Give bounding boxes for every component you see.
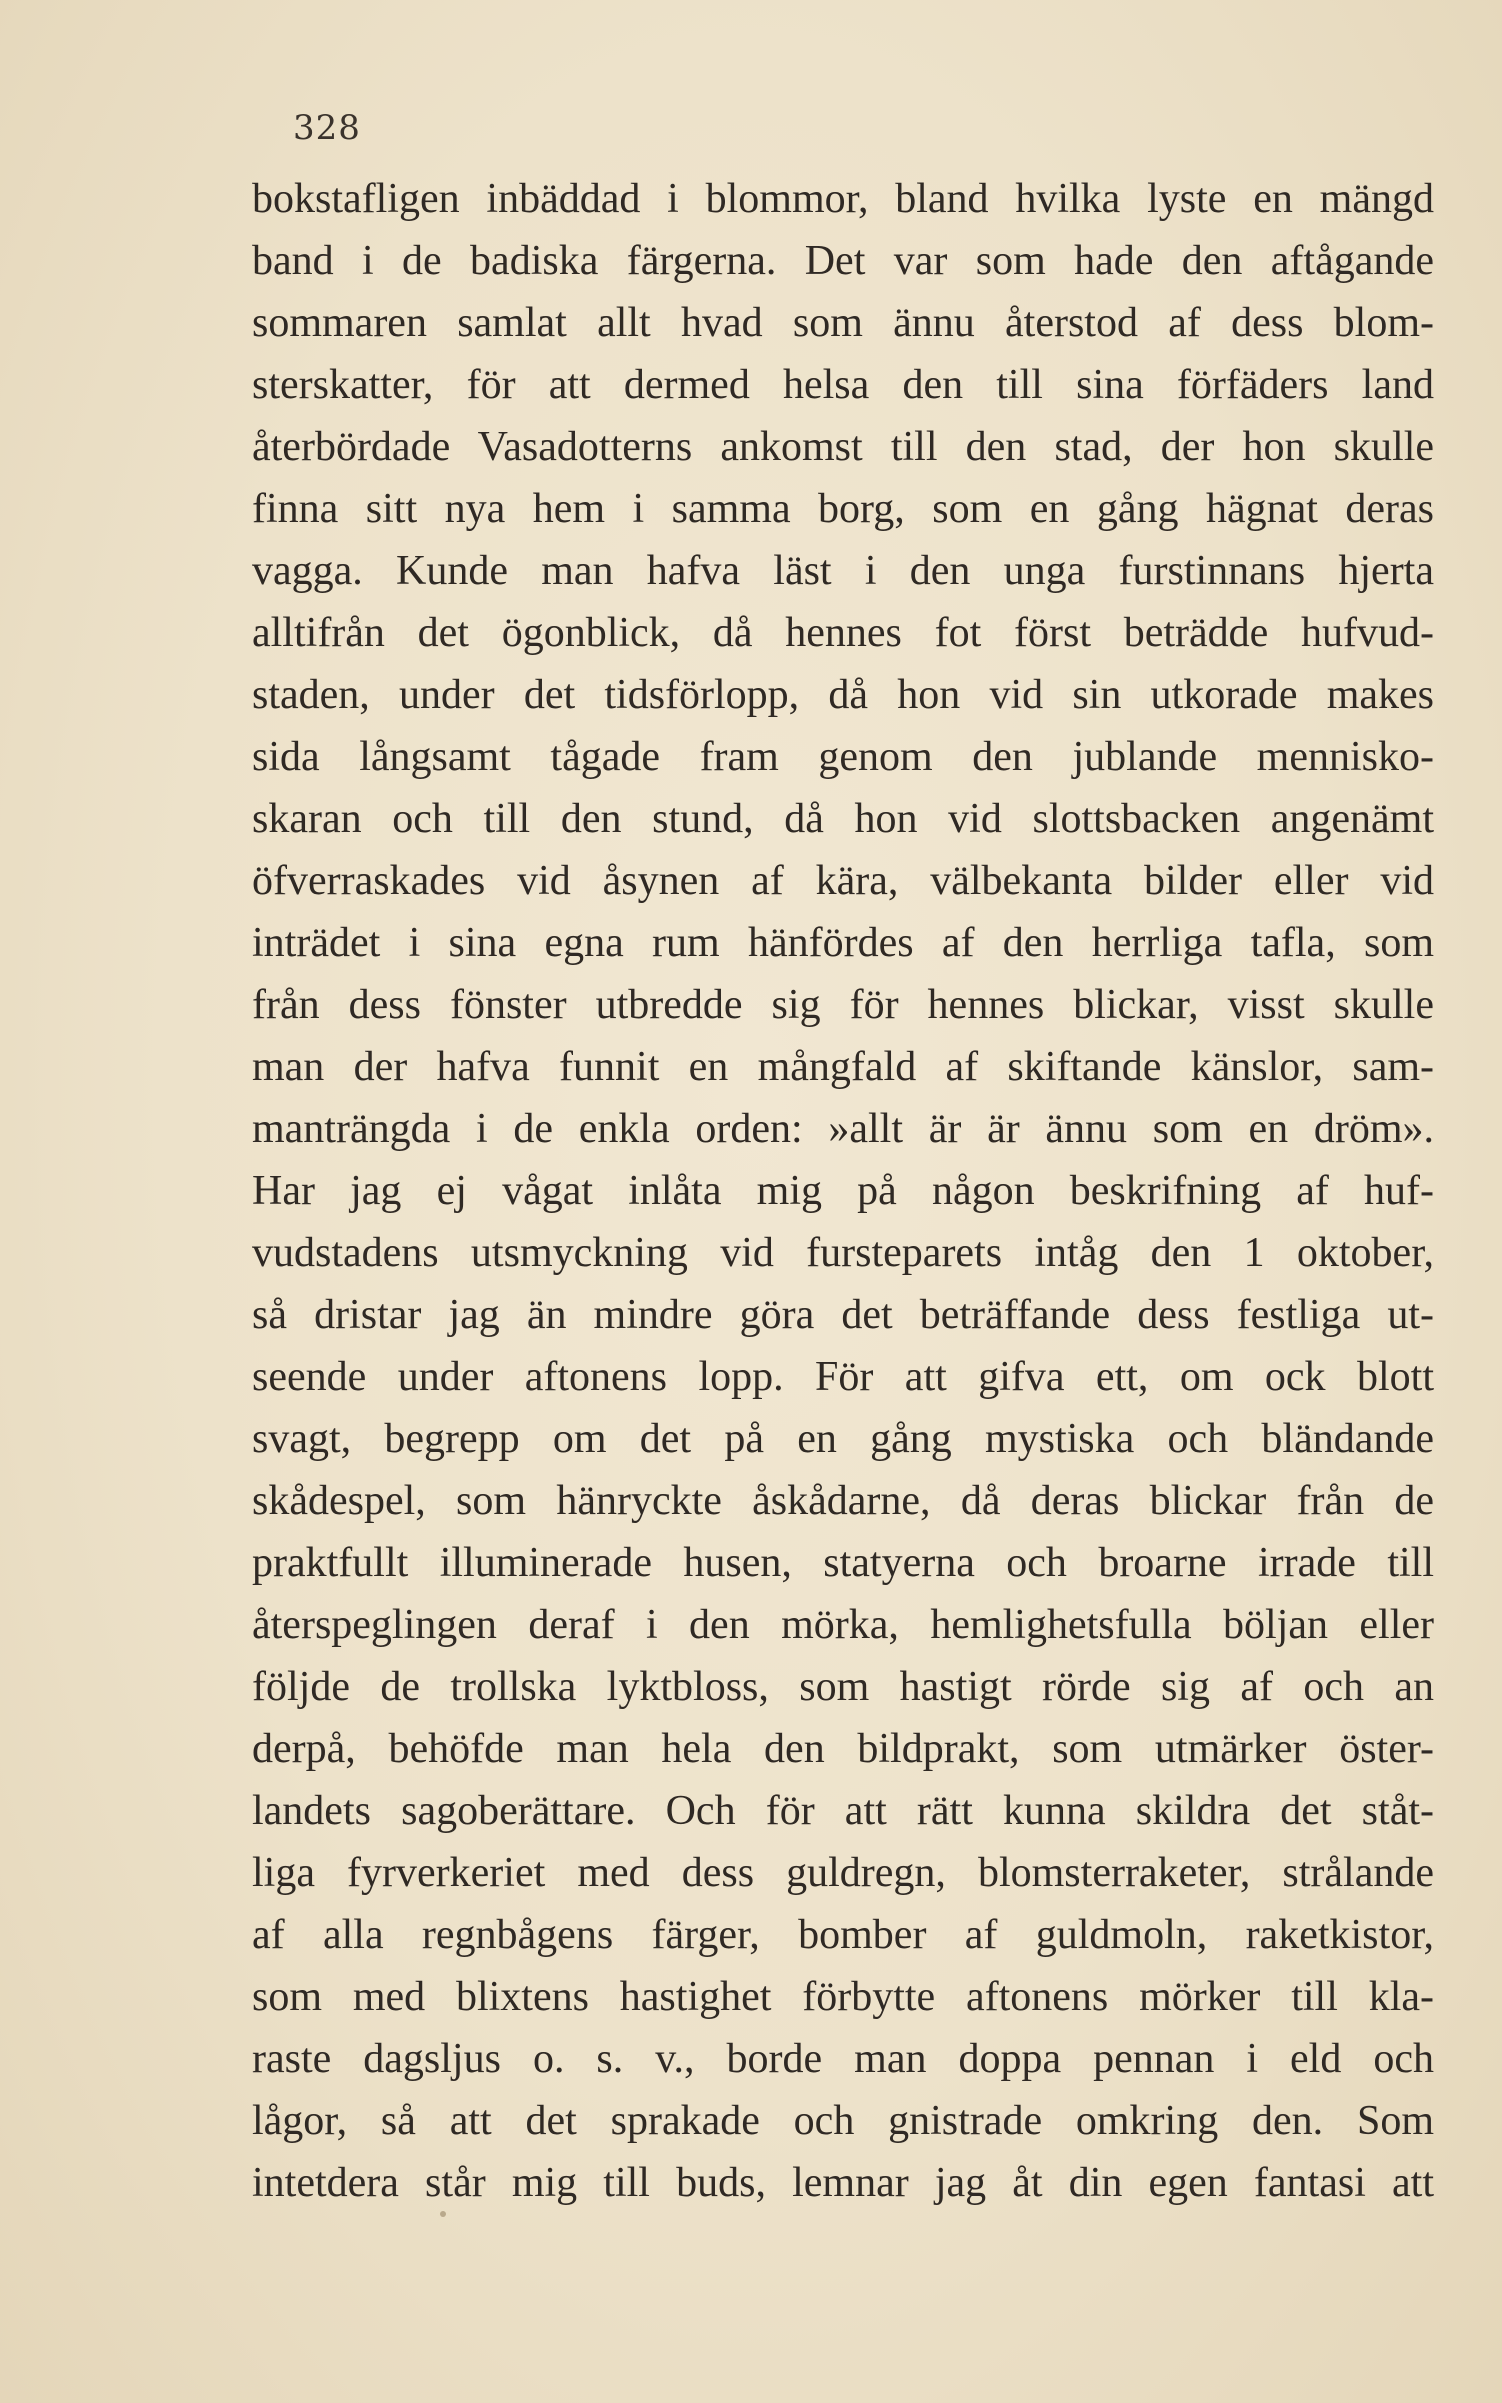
text-line: finna sitt nya hem i samma borg, som en gång hägnat deras [252, 486, 1434, 532]
text-line: raste dagsljus o. s. v., borde man doppa pennan i eld och [252, 2036, 1434, 2082]
text-line: af alla regnbågens färger, bomber af guldmoln, raketkistor, [252, 1912, 1434, 1958]
text-line: skaran och till den stund, då hon vid slottsbacken angenämt [252, 796, 1434, 842]
text-line: landets sagoberättare. Och för att rätt kunna skildra det ståt- [252, 1788, 1434, 1834]
text-line: inträdet i sina egna rum hänfördes af den herrliga tafla, som [252, 920, 1434, 966]
text-line: seende under aftonens lopp. För att gifva ett, om ock blott [252, 1354, 1434, 1400]
text-line: återspeglingen deraf i den mörka, hemlighetsfulla böljan eller [252, 1602, 1434, 1648]
text-line: man der hafva funnit en mångfald af skiftande känslor, sam- [252, 1044, 1434, 1090]
text-line: sommaren samlat allt hvad som ännu återstod af dess blom- [252, 300, 1434, 346]
text-line: så dristar jag än mindre göra det beträffande dess festliga ut- [252, 1292, 1434, 1338]
text-line: skådespel, som hänryckte åskådarne, då deras blickar från de [252, 1478, 1434, 1524]
text-line: vagga. Kunde man hafva läst i den unga furstinnans hjerta [252, 548, 1434, 594]
text-line: lågor, så att det sprakade och gnistrade omkring den. Som [252, 2098, 1434, 2144]
text-line: från dess fönster utbredde sig för hennes blickar, visst skulle [252, 982, 1434, 1028]
text-line: bokstafligen inbäddad i blommor, bland hvilka lyste en mängd [252, 176, 1434, 222]
text-line: sida långsamt tågade fram genom den jublande mennisko- [252, 734, 1434, 780]
text-line: svagt, begrepp om det på en gång mystiska och bländande [252, 1416, 1434, 1462]
text-line: band i de badiska färgerna. Det var som hade den aftågande [252, 238, 1434, 284]
text-line: praktfullt illuminerade husen, statyerna och broarne irrade till [252, 1540, 1434, 1586]
text-line: derpå, behöfde man hela den bildprakt, som utmärker öster- [252, 1726, 1434, 1772]
paper-speck [440, 2211, 446, 2217]
text-line: manträngda i de enkla orden: »allt är är ännu som en dröm». [252, 1106, 1434, 1152]
text-line: intetdera står mig till buds, lemnar jag åt din egen fantasi att [252, 2160, 1434, 2206]
page-number: 328 [293, 108, 361, 148]
text-line: alltifrån det ögonblick, då hennes fot först beträdde hufvud- [252, 610, 1434, 656]
text-line: Har jag ej vågat inlåta mig på någon beskrifning af huf- [252, 1168, 1434, 1214]
body-text [252, 168, 1434, 2214]
text-line: återbördade Vasadotterns ankomst till den stad, der hon skulle [252, 424, 1434, 470]
text-line: staden, under det tidsförlopp, då hon vid sin utkorade makes [252, 672, 1434, 718]
text-line: som med blixtens hastighet förbytte aftonens mörker till kla- [252, 1974, 1434, 2020]
text-line: öfverraskades vid åsynen af kära, välbekanta bilder eller vid [252, 858, 1434, 904]
text-line: följde de trollska lyktbloss, som hastigt rörde sig af och an [252, 1664, 1434, 1710]
text-line: sterskatter, för att dermed helsa den till sina förfäders land [252, 362, 1434, 408]
text-line: liga fyrverkeriet med dess guldregn, blomsterraketer, strålande [252, 1850, 1434, 1896]
text-line: vudstadens utsmyckning vid fursteparets intåg den 1 oktober, [252, 1230, 1434, 1276]
